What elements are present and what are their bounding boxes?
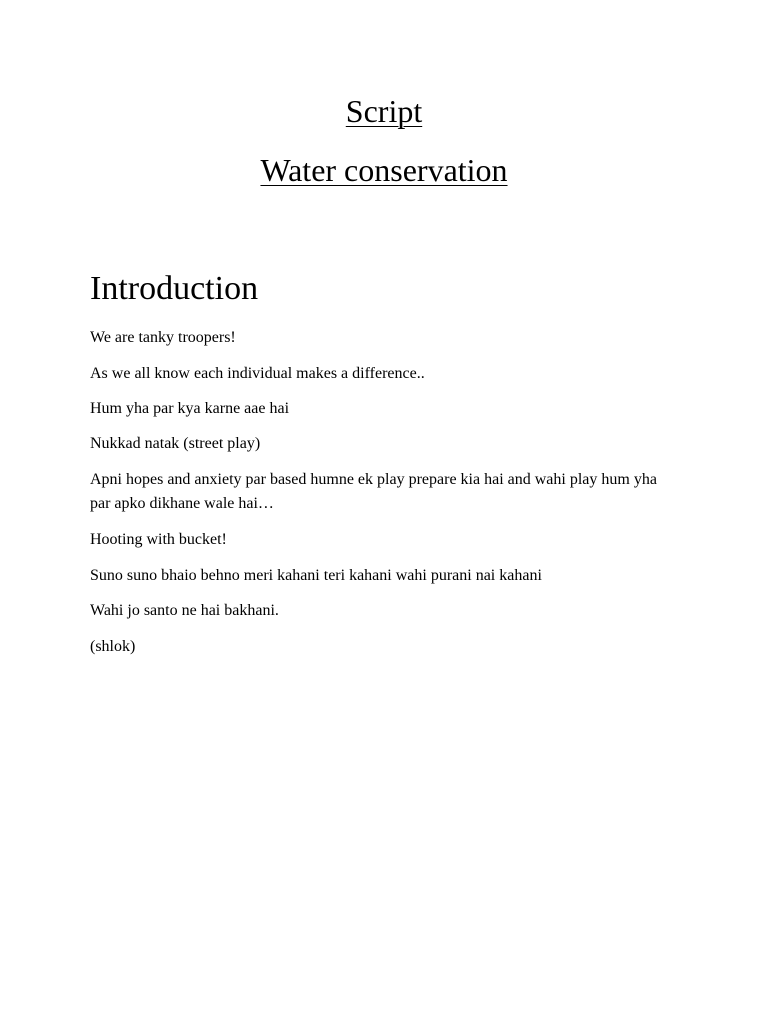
- document-title-text: Script: [345, 93, 423, 129]
- paragraph: Apni hopes and anxiety par based humne ek play prepare kia hai and wahi play hum yha par apko dikhane wale hai…: [90, 471, 657, 512]
- paragraph: We are tanky troopers!: [90, 329, 236, 346]
- paragraph: As we all know each individual makes a difference..: [90, 365, 425, 382]
- paragraph: Nukkad natak (street play): [90, 435, 261, 452]
- paragraph: Hum yha par kya karne aae hai: [90, 400, 290, 417]
- document-subtitle: [0, 152, 768, 188]
- paragraph: Hooting with bucket!: [90, 531, 227, 548]
- document-title: [0, 93, 768, 129]
- section-heading-introduction: Introduction: [90, 270, 259, 307]
- document-subtitle-text: Water conservation: [260, 152, 508, 188]
- paragraph: (shlok): [90, 638, 136, 655]
- paragraph: Suno suno bhaio behno meri kahani teri kahani wahi purani nai kahani: [90, 567, 542, 584]
- paragraph: Wahi jo santo ne hai bakhani.: [90, 602, 279, 619]
